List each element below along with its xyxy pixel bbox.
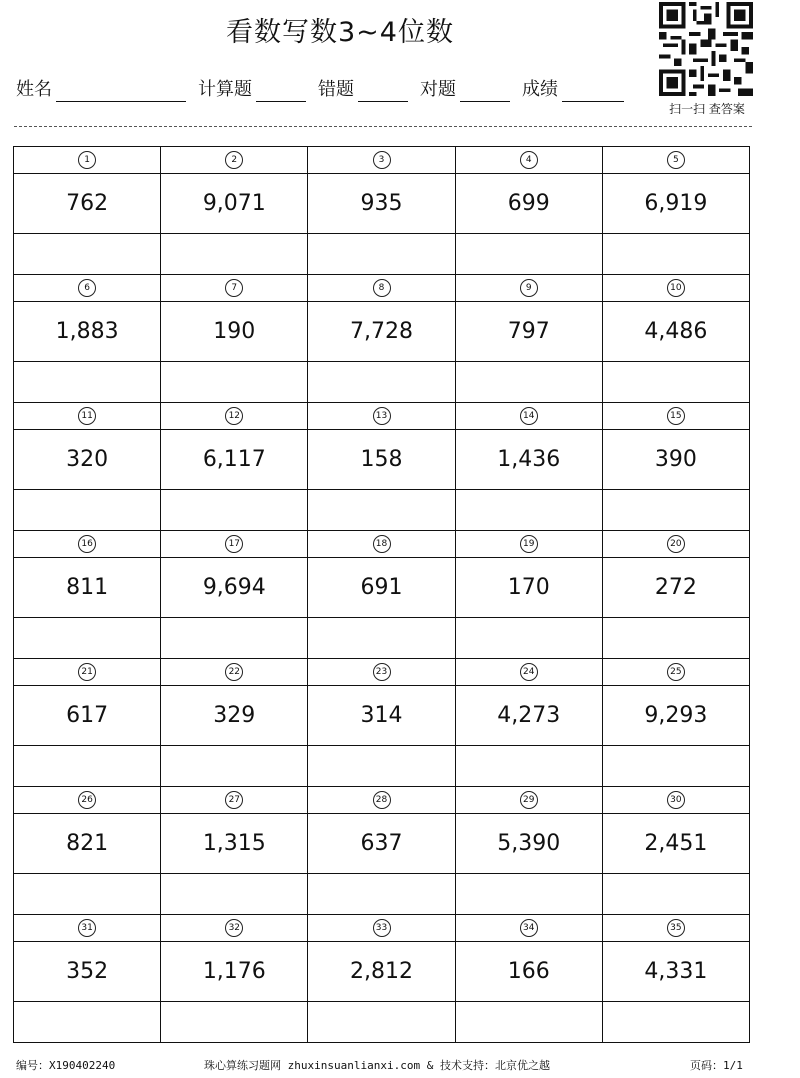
- answer-box[interactable]: [308, 618, 454, 658]
- problem-cell: [456, 403, 603, 531]
- answer-box[interactable]: [603, 874, 749, 914]
- problem-cell: [161, 531, 308, 659]
- problem-number: 637: [308, 814, 454, 874]
- problem-number: 5,390: [456, 814, 602, 874]
- problem-index: [456, 915, 602, 942]
- problem-cell: [161, 275, 308, 403]
- problem-index: [456, 275, 602, 302]
- problem-index-circle: 1: [78, 151, 96, 169]
- answer-box[interactable]: [308, 1002, 454, 1042]
- problem-row: [14, 403, 750, 531]
- field-input-line[interactable]: [460, 76, 510, 102]
- problem-row: [14, 531, 750, 659]
- problem-cell: [456, 275, 603, 403]
- problem-cell: [456, 915, 603, 1043]
- answer-box[interactable]: [14, 362, 160, 402]
- problem-cell: [603, 403, 750, 531]
- problem-index-circle: 33: [373, 919, 391, 937]
- problem-row: [14, 659, 750, 787]
- problem-index-circle: 29: [520, 791, 538, 809]
- field-input-line[interactable]: [56, 76, 186, 102]
- answer-box[interactable]: [14, 874, 160, 914]
- problem-index-circle: 27: [225, 791, 243, 809]
- problem-index-circle: 4: [520, 151, 538, 169]
- problem-index: [308, 915, 454, 942]
- problem-cell: [456, 531, 603, 659]
- problem-row: [14, 147, 750, 275]
- problem-cell: [603, 531, 750, 659]
- problem-index-circle: 32: [225, 919, 243, 937]
- answer-box[interactable]: [603, 234, 749, 274]
- problem-cell: [603, 787, 750, 915]
- problem-index-circle: 26: [78, 791, 96, 809]
- problem-number: 329: [161, 686, 307, 746]
- problem-index: [456, 787, 602, 814]
- problem-number: 1,176: [161, 942, 307, 1002]
- problem-cell: [308, 915, 455, 1043]
- footer-page: 页码：1/1: [690, 1059, 743, 1072]
- problem-index: [603, 147, 749, 174]
- problem-cell: [456, 659, 603, 787]
- problem-number: 314: [308, 686, 454, 746]
- problem-index: [456, 659, 602, 686]
- problem-number: 1,436: [456, 430, 602, 490]
- problem-number: 797: [456, 302, 602, 362]
- answer-box[interactable]: [308, 234, 454, 274]
- problem-index-circle: 31: [78, 919, 96, 937]
- problem-cell: [308, 659, 455, 787]
- problem-number: 7,728: [308, 302, 454, 362]
- problem-index-circle: 14: [520, 407, 538, 425]
- problem-row: [14, 915, 750, 1043]
- problem-number: 6,919: [603, 174, 749, 234]
- problem-cell: [14, 659, 161, 787]
- problem-number: 811: [14, 558, 160, 618]
- problem-index-circle: 18: [373, 535, 391, 553]
- problem-number: 1,883: [14, 302, 160, 362]
- qr-code-icon: [656, 2, 756, 96]
- problem-number: 4,331: [603, 942, 749, 1002]
- qr-label: 扫一扫 查答案: [669, 102, 745, 116]
- problem-cell: [456, 147, 603, 275]
- problem-index: [308, 659, 454, 686]
- problem-index-circle: 13: [373, 407, 391, 425]
- answer-box[interactable]: [14, 490, 160, 530]
- problem-row: [14, 275, 750, 403]
- answer-box[interactable]: [14, 746, 160, 786]
- problem-index: [14, 147, 160, 174]
- problem-number: 190: [161, 302, 307, 362]
- problem-cell: [14, 403, 161, 531]
- problem-index: [456, 403, 602, 430]
- field-label: 对题: [420, 79, 456, 100]
- footer-code: 编号：X190402240: [16, 1059, 116, 1072]
- problem-index: [14, 659, 160, 686]
- field-label: 姓名: [16, 79, 52, 100]
- problem-index-circle: 10: [667, 279, 685, 297]
- problem-index-circle: 23: [373, 663, 391, 681]
- problem-index: [308, 787, 454, 814]
- problem-index: [161, 531, 307, 558]
- problem-cell: [14, 915, 161, 1043]
- problem-cell: [161, 659, 308, 787]
- answer-box[interactable]: [456, 1002, 602, 1042]
- problem-cell: [14, 147, 161, 275]
- answer-box[interactable]: [603, 618, 749, 658]
- problem-number: 2,451: [603, 814, 749, 874]
- problem-grid: [13, 146, 750, 1043]
- answer-box[interactable]: [603, 746, 749, 786]
- problem-number: 935: [308, 174, 454, 234]
- problem-index-circle: 5: [667, 151, 685, 169]
- problem-index: [14, 275, 160, 302]
- student-info-row: [16, 72, 636, 102]
- field-input-line[interactable]: [562, 76, 624, 102]
- problem-index: [14, 787, 160, 814]
- problem-cell: [161, 403, 308, 531]
- problem-number: 4,273: [456, 686, 602, 746]
- problem-index: [161, 403, 307, 430]
- answer-box[interactable]: [456, 234, 602, 274]
- problem-index: [603, 659, 749, 686]
- problem-index-circle: 8: [373, 279, 391, 297]
- problem-number: 762: [14, 174, 160, 234]
- answer-box[interactable]: [456, 618, 602, 658]
- problem-number: 352: [14, 942, 160, 1002]
- problem-cell: [603, 147, 750, 275]
- field-input-line[interactable]: [256, 76, 306, 102]
- problem-cell: [308, 147, 455, 275]
- answer-box[interactable]: [161, 234, 307, 274]
- answer-box[interactable]: [161, 490, 307, 530]
- field-label: 计算题: [198, 79, 252, 100]
- problem-cell: [603, 659, 750, 787]
- answer-box[interactable]: [308, 746, 454, 786]
- answer-box[interactable]: [603, 362, 749, 402]
- problem-number: 158: [308, 430, 454, 490]
- problem-index: [161, 275, 307, 302]
- problem-cell: [161, 787, 308, 915]
- problem-number: 9,071: [161, 174, 307, 234]
- problem-index-circle: 9: [520, 279, 538, 297]
- problem-index: [161, 147, 307, 174]
- problem-index-circle: 28: [373, 791, 391, 809]
- problem-number: 320: [14, 430, 160, 490]
- footer-site: 珠心算练习题网 zhuxinsuanlianxi.com & 技术支持：北京优之越: [204, 1059, 550, 1072]
- problem-index: [308, 531, 454, 558]
- problem-index: [308, 275, 454, 302]
- problem-number: 9,293: [603, 686, 749, 746]
- problem-index-circle: 34: [520, 919, 538, 937]
- problem-row: [14, 787, 750, 915]
- problem-index-circle: 35: [667, 919, 685, 937]
- problem-index: [603, 403, 749, 430]
- problem-index: [161, 915, 307, 942]
- answer-box[interactable]: [161, 618, 307, 658]
- answer-box[interactable]: [14, 618, 160, 658]
- answer-box[interactable]: [456, 874, 602, 914]
- problem-cell: [14, 275, 161, 403]
- problem-cell: [161, 915, 308, 1043]
- answer-box[interactable]: [161, 362, 307, 402]
- answer-box[interactable]: [456, 746, 602, 786]
- problem-index-circle: 12: [225, 407, 243, 425]
- problem-number: 691: [308, 558, 454, 618]
- field-input-line[interactable]: [358, 76, 408, 102]
- answer-box[interactable]: [456, 362, 602, 402]
- problem-cell: [456, 787, 603, 915]
- problem-index: [308, 147, 454, 174]
- problem-cell: [603, 275, 750, 403]
- problem-number: 821: [14, 814, 160, 874]
- problem-index-circle: 24: [520, 663, 538, 681]
- field-label: 错题: [318, 79, 354, 100]
- problem-index-circle: 16: [78, 535, 96, 553]
- problem-index: [603, 275, 749, 302]
- problem-index-circle: 2: [225, 151, 243, 169]
- answer-box[interactable]: [308, 490, 454, 530]
- problem-index-circle: 21: [78, 663, 96, 681]
- problem-index-circle: 30: [667, 791, 685, 809]
- problem-cell: [308, 787, 455, 915]
- problem-index: [603, 787, 749, 814]
- answer-box[interactable]: [308, 874, 454, 914]
- problem-index-circle: 25: [667, 663, 685, 681]
- problem-number: 4,486: [603, 302, 749, 362]
- problem-index-circle: 17: [225, 535, 243, 553]
- answer-box[interactable]: [161, 1002, 307, 1042]
- problem-number: 272: [603, 558, 749, 618]
- problem-number: 170: [456, 558, 602, 618]
- problem-number: 166: [456, 942, 602, 1002]
- problem-index: [14, 403, 160, 430]
- problem-index: [456, 531, 602, 558]
- answer-box[interactable]: [603, 1002, 749, 1042]
- problem-cell: [14, 531, 161, 659]
- problem-index-circle: 15: [667, 407, 685, 425]
- answer-box[interactable]: [161, 746, 307, 786]
- problem-index: [308, 403, 454, 430]
- page-title: 看数写数3~4位数: [226, 17, 454, 48]
- problem-cell: [603, 915, 750, 1043]
- problem-index-circle: 19: [520, 535, 538, 553]
- problem-cell: [308, 275, 455, 403]
- problem-index-circle: 11: [78, 407, 96, 425]
- problem-index-circle: 7: [225, 279, 243, 297]
- problem-index-circle: 22: [225, 663, 243, 681]
- answer-box[interactable]: [308, 362, 454, 402]
- problem-number: 390: [603, 430, 749, 490]
- problem-index: [456, 147, 602, 174]
- problem-number: 9,694: [161, 558, 307, 618]
- problem-index: [161, 787, 307, 814]
- field-label: 成绩: [522, 79, 558, 100]
- answer-box[interactable]: [14, 234, 160, 274]
- problem-cell: [308, 403, 455, 531]
- answer-box[interactable]: [14, 1002, 160, 1042]
- problem-index: [603, 915, 749, 942]
- problem-index: [14, 531, 160, 558]
- problem-cell: [308, 531, 455, 659]
- problem-index: [603, 531, 749, 558]
- problem-index-circle: 20: [667, 535, 685, 553]
- answer-box[interactable]: [161, 874, 307, 914]
- problem-number: 617: [14, 686, 160, 746]
- problem-index: [14, 915, 160, 942]
- problem-number: 699: [456, 174, 602, 234]
- problem-number: 6,117: [161, 430, 307, 490]
- dashed-divider: [14, 126, 752, 127]
- answer-box[interactable]: [456, 490, 602, 530]
- problem-cell: [161, 147, 308, 275]
- problem-index: [161, 659, 307, 686]
- problem-number: 1,315: [161, 814, 307, 874]
- problem-number: 2,812: [308, 942, 454, 1002]
- problem-cell: [14, 787, 161, 915]
- problem-index-circle: 6: [78, 279, 96, 297]
- answer-box[interactable]: [603, 490, 749, 530]
- problem-index-circle: 3: [373, 151, 391, 169]
